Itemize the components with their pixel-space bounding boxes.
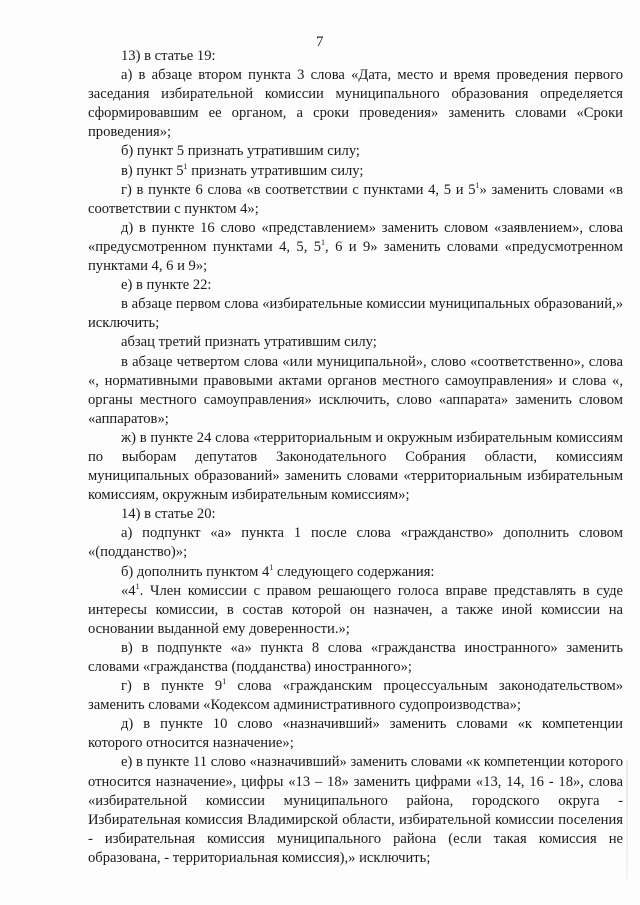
text-fragment: слова «гражданским процессуальным законодательством» заменить словами «Кодексом административного судопроизводства»; [88,678,623,714]
superscript: 1 [269,562,274,572]
paragraph-19v [88,162,623,181]
paragraph-20v: в) в подпункте «а» пункта 8 слова «гражданства иностранного» заменить словами «гражданства (подданства) иностранного»; [88,639,623,675]
paragraph-19zh: ж) в пункте 24 слова «территориальным и окружным избирательным комиссиям по выборам депутатов Законодательного Собрания области, комиссиям муниципальных образований» заменить словами «территориальным избирательным комиссиям, окружным избирательным комиссиям»; [88,429,623,504]
text-fragment: следующего содержания: [273,563,435,580]
superscript: 1 [321,237,326,247]
paragraph-19a: а) в абзаце втором пункта 3 слова «Дата, место и время проведения первого заседания избирательной комиссии муниципального образования определяется сформировавшим ее органом, а сроки проведения» заменить словами «Сроки проведения»; [88,67,623,141]
text-fragment: признать утратившим силу; [187,162,364,179]
text-fragment: . Член комиссии с правом решающего голоса вправе представлять в суде интересы комиссии, в состав которой он назначен, а также иной комиссии на основании выданной ему доверенности.»; [88,582,623,637]
superscript: 1 [135,581,140,591]
page-number: 7 [316,34,324,50]
paragraph-22-first: в абзаце первом слова «избирательные комиссии муниципальных образований,» исключить; [88,296,623,332]
text-fragment: г) в пункте 6 слова «в соответствии с пунктами 4, 5 и 5 [121,181,476,198]
superscript: 1 [183,161,188,171]
paragraph-19b: б) пункт 5 признать утратившим силу; [121,143,360,160]
paragraph-19g [88,181,623,219]
document-body [88,47,623,868]
paragraph-item-14: 14) в статье 20: [121,506,216,523]
paragraph-20d: д) в пункте 10 слово «назначивший» заменить словами «к компетенции которого относится назначение»; [88,716,623,752]
text-fragment: , 6 и 9» заменить словами «предусмотренном пунктами 4, 6 и 9»; [88,238,624,275]
paragraph-22-third: абзац третий признать утратившим силу; [121,334,377,351]
paragraph-20e: е) в пункте 11 слово «назначивший» заменить словами «к компетенции которого относится назначение», цифры «13 – 18» заменить цифрами «13, 14, 16 - 18», слова «избирательной комиссии муниципального района, городского округа - Избирательная комиссия Владимирской области, избирательной комиссии поселения - избирательная комиссия муниципального района (если такая комиссия не образована, - территориальная комиссия),» исключить; [88,754,623,866]
paragraph-22-fourth: в абзаце четвертом слова «или муниципальной», слово «соответственно», слова «, нормативными правовыми актами органов местного самоуправления» и слова «, органы местного самоуправления» исключить, слово «аппарата» заменить словом «аппаратов»; [88,353,623,427]
text-fragment: «4 [121,582,136,599]
paragraph-item-13: 13) в статье 19: [121,48,216,64]
paragraph-20b [88,563,623,582]
text-fragment: г) в пункте 9 [121,678,223,695]
paragraph-quote-4-1 [88,582,623,639]
text-fragment: в) пункт 5 [121,162,184,179]
text-fragment: » заменить словами «в соответствии с пунктом 4»; [88,181,623,217]
scan-edge-shadow [626,760,628,880]
paragraph-19e: е) в пункте 22: [121,277,212,294]
paragraph-20a: а) подпункт «а» пункта 1 после слова «гражданство» дополнить словом «(подданство)»; [88,525,623,561]
paragraph-19d [88,219,623,276]
superscript: 1 [475,180,480,190]
superscript: 1 [222,677,227,687]
text-fragment: б) дополнить пунктом 4 [121,563,270,580]
paragraph-20g [88,677,623,715]
text-fragment: д) в пункте 16 слово «представлением» заменить словом «заявлением», слова «предусмотренном пунктами 4, 5, 5 [88,219,623,255]
